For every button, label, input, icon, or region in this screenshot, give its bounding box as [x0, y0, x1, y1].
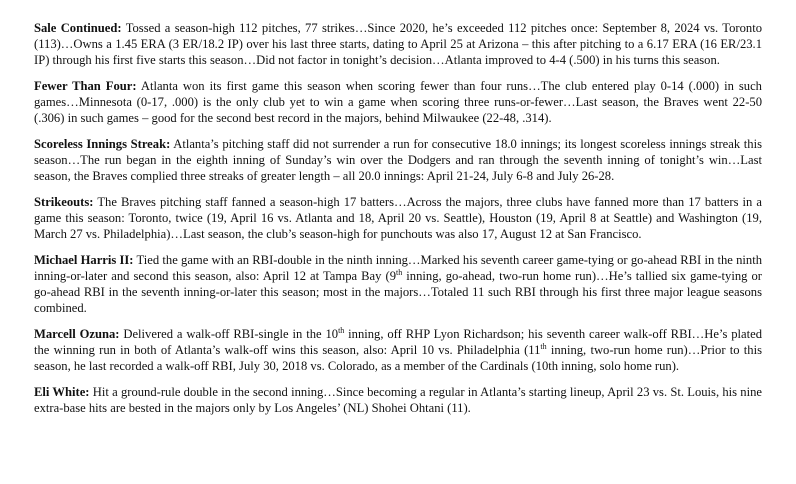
note-text: Tied the game with an RBI-double in the ninth inning…Marked his seventh career game-tying or go-ahead RBI in the ninth inning-or-later and second this season, also: April 12 at Tampa Bay (9 — [34, 253, 763, 283]
note-michael-harris — [34, 252, 762, 316]
note-title: Scoreless Innings Streak: — [34, 137, 171, 151]
note-strikeouts — [34, 194, 762, 242]
note-text: The Braves pitching staff fanned a season-high 17 batters…Across the majors, three clubs have fanned more than 17 batters in a game this season: Toronto, twice (19, April 16 vs. Atlanta and 18, April 20 vs. Seattle), Houston (19, April 8 at Seattle) and Washington (19, March 27 vs. Philadelphia)…Last season, the club’s season-high for punchouts was also 17, August 12 at San Francisco. — [34, 195, 762, 241]
note-title: Eli White: — [34, 385, 90, 399]
note-text: Atlanta’s pitching staff did not surrender a run for consecutive 18.0 innings; its longest scoreless innings streak this season…The run began in the eighth inning of Sunday’s win over the Dodgers and ran through the seventh inning of tonight’s win…Last season, the Braves complied three streaks of greater length – all 20.0 innings: April 21-24, July 6-8 and July 26-28. — [34, 137, 762, 183]
note-text: inning, two-run home run)…Prior to this season, he last recorded a walk-off RBI, July 30, 2018 vs. Colorado, as a member of the Cardinals (10th inning, solo home run). — [34, 343, 762, 373]
ordinal-suffix: th — [540, 341, 547, 351]
note-fewer-than-four — [34, 78, 762, 126]
note-eli-white — [34, 384, 762, 416]
note-text: inning, off RHP Lyon Richardson; his seventh career walk-off RBI…He’s plated the winning run in both of Atlanta’s walk-off wins this season, also: April 10 vs. Philadelphia (11 — [34, 327, 762, 357]
note-text: Delivered a walk-off RBI-single in the 10 — [123, 327, 339, 341]
note-title: Marcell Ozuna: — [34, 327, 120, 341]
note-text: Tossed a season-high 112 pitches, 77 strikes…Since 2020, he’s exceeded 112 pitches once: September 8, 2024 vs. Toronto (113)…Owns a 1.45 ERA (3 ER/18.2 IP) over his last three starts, dating to April 25 at Arizona – this after pitching to a 6.17 ERA (16 ER/23.1 IP) through his first five starts this season…Did not factor in tonight’s decision…Atlanta improved to 4-4 (.500) in his turns this season. — [34, 21, 762, 67]
note-title: Strikeouts: — [34, 195, 94, 209]
note-scoreless-innings-streak — [34, 136, 762, 184]
ordinal-suffix: th — [338, 325, 345, 335]
note-text: Hit a ground-rule double in the second inning…Since becoming a regular in Atlanta’s starting lineup, April 23 vs. St. Louis, his nine extra-base hits are bested in the majors only by Los Angeles’ (NL) Shohei Ohtani (11). — [34, 385, 762, 415]
note-text: inning, go-ahead, two-run home run)…He’s tallied six game-tying or go-ahead RBI in the seventh inning-or-later this season; most in the majors…Totaled 11 such RBI through his first three major league seasons combined. — [34, 269, 762, 315]
game-notes-document — [34, 20, 762, 426]
note-title: Sale Continued: — [34, 21, 122, 35]
note-text: Atlanta won its first game this season when scoring fewer than four runs…The club entered play 0-14 (.000) in such games…Minnesota (0-17, .000) is the only club yet to win a game when scoring three runs-or-fewer…Last season, the Braves went 22-50 (.306) in such games – good for the second best record in the majors, behind Milwaukee (22-48, .314). — [34, 79, 762, 125]
note-sale-continued — [34, 20, 762, 68]
note-title: Fewer Than Four: — [34, 79, 137, 93]
note-marcell-ozuna — [34, 326, 762, 374]
ordinal-suffix: th — [396, 267, 403, 277]
note-title: Michael Harris II: — [34, 253, 134, 267]
